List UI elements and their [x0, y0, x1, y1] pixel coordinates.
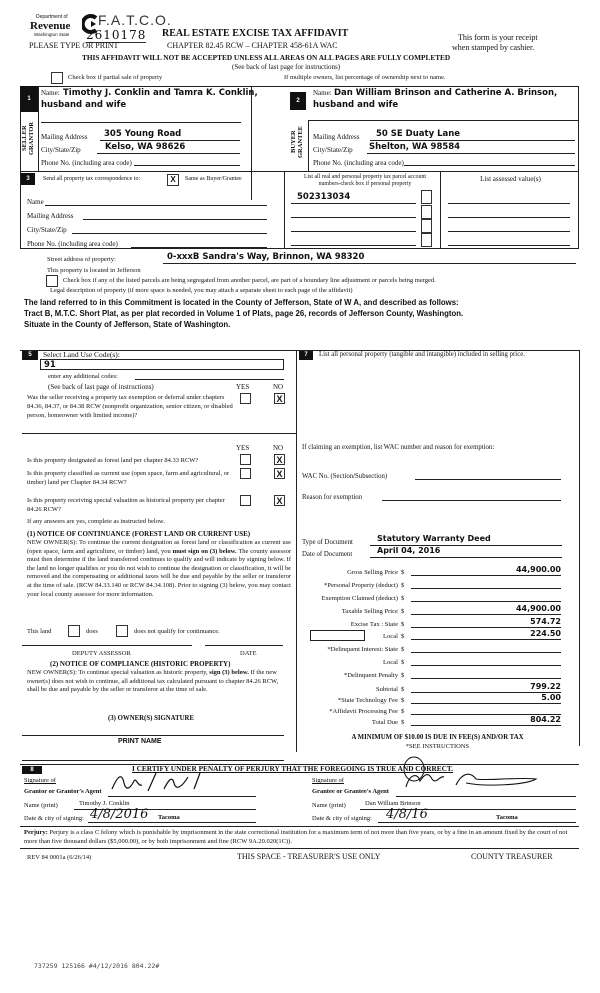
- exemption-question: Was the seller receiving a property tax exemption or deferral under chapters 84.36, 84.37, or 84.38 RCW (nonprofit organization, senior citizen, or disabled person, homeowner with limited income)?: [27, 394, 233, 419]
- corr-city-input[interactable]: [72, 224, 267, 234]
- owner-signature-line[interactable]: [22, 735, 284, 736]
- personal-property-input[interactable]: [300, 372, 576, 438]
- section-8-number: 8: [22, 766, 42, 774]
- forest-land-yes-checkbox[interactable]: [240, 454, 251, 465]
- deputy-assessor-signature-line[interactable]: [22, 645, 192, 646]
- tax-row-label-personal-property: *Personal Property (deduct): [324, 582, 398, 589]
- grantee-name-print-input[interactable]: Dan William Brinson: [360, 800, 576, 810]
- assessed-input-3[interactable]: [448, 221, 570, 232]
- document-type-label: Type of Document: [302, 539, 353, 546]
- grantee-signature-label-2: Grantee or Grantee's Agent: [312, 788, 389, 795]
- forest-land-no-checkbox[interactable]: X: [274, 454, 285, 465]
- document-date-input[interactable]: April 04, 2016: [370, 546, 562, 558]
- exemption-reason-input[interactable]: [382, 492, 561, 501]
- seller-mailing-label: Mailing Address: [41, 133, 88, 141]
- grantor-name-print-label: Name (print): [24, 802, 58, 809]
- section-2-number: 2: [290, 92, 306, 110]
- treasurer-space-label: THIS SPACE - TREASURER'S USE ONLY: [237, 852, 381, 861]
- exemption-yes-checkbox[interactable]: [240, 393, 251, 404]
- parcel-input-1[interactable]: 502313034: [291, 192, 416, 204]
- yes-header-1: YES: [236, 383, 250, 391]
- grantee-signature-image: [366, 755, 546, 789]
- corr-phone-input[interactable]: [131, 238, 267, 248]
- land-use-code-input[interactable]: 91: [40, 359, 284, 370]
- additional-codes-input[interactable]: [135, 371, 284, 380]
- current-use-question: Is this property classified as current use (open space, farm and agricultural, or timber) land per Chapter 84.34 RCW?: [27, 470, 230, 486]
- tax-value-exemption[interactable]: [411, 591, 561, 602]
- seller-side-label: SELLER GRANTOR: [21, 121, 35, 155]
- notice-compliance-text: NEW OWNER(S): To continue special valuation as historic property, sign (3) below. If the new owner(s) does not wish to continue, all additional tax calculated pursuant to chapter 84.26 RCW, shall be due and payable by the seller or transferor at the time of sale.: [27, 669, 279, 694]
- grantor-date-city-input[interactable]: [88, 807, 256, 823]
- deputy-assessor-label: DEPUTY ASSESSOR: [72, 650, 131, 657]
- tax-currency-6: $: [401, 646, 405, 653]
- section-3-number: 3: [21, 173, 35, 185]
- buyer-name-value-2[interactable]: husband and wife: [313, 100, 399, 110]
- buyer-city-input[interactable]: Shelton, WA 98584: [367, 142, 575, 154]
- land-use-select-label: Select Land Use Code(s):: [43, 350, 120, 359]
- grantee-signing-city: Tacoma: [496, 814, 518, 821]
- grantor-signature-label-1: Signature of: [24, 777, 56, 784]
- tax-currency-4: $: [401, 621, 405, 628]
- buyer-name-label: Name:: [313, 89, 332, 97]
- tax-row-label-exemption: Exemption Claimed (deduct): [321, 595, 398, 602]
- current-use-no-checkbox[interactable]: X: [274, 468, 285, 479]
- see-back-note: (See back of last page for instructions): [232, 63, 341, 71]
- seller-side-border: [38, 86, 39, 172]
- grantor-signing-city: Tacoma: [158, 814, 180, 821]
- buyer-name-value-1[interactable]: Dan William Brinson and Catherine A. Brinson,: [334, 88, 558, 98]
- form-chapter: CHAPTER 82.45 RCW – CHAPTER 458-61A WAC: [167, 41, 338, 50]
- perjury-separator: [20, 826, 579, 827]
- corr-name-input[interactable]: [45, 196, 267, 206]
- tax-value-taxable[interactable]: 44,900.00: [411, 604, 561, 615]
- parcel-personal-checkbox-4[interactable]: [421, 233, 432, 247]
- tax-value-delinquent-local[interactable]: [411, 655, 561, 666]
- tax-currency-0: $: [401, 569, 405, 576]
- no-header-1: NO: [273, 383, 284, 391]
- grantee-signature-label-1: Signature of: [312, 777, 344, 784]
- tax-value-delinquent-state[interactable]: [411, 642, 561, 653]
- multiple-owners-note: If multiple owners, list percentage of ownership next to name.: [284, 74, 446, 81]
- this-land-label: This land: [27, 628, 52, 635]
- tax-value-excise-local[interactable]: 224.50: [411, 629, 561, 640]
- parcel-personal-checkbox-2[interactable]: [421, 205, 432, 219]
- buyer-mailing-label: Mailing Address: [313, 133, 360, 141]
- stamp-company: F.A.T.C.O.: [98, 12, 172, 28]
- does-not-label: does not qualify for continuance.: [134, 628, 220, 635]
- tax-value-gross[interactable]: 44,900.00: [411, 565, 561, 576]
- assessor-date-line[interactable]: [205, 645, 283, 646]
- tax-row-label-total-due: Total Due: [371, 719, 398, 726]
- tax-value-subtotal[interactable]: 799.22: [411, 682, 561, 693]
- tax-currency-3: $: [401, 608, 405, 615]
- tax-value-technology-fee[interactable]: 5.00: [411, 693, 561, 704]
- grantee-date-city-label: Date & city of signing:: [312, 815, 372, 822]
- corr-city-label: City/State/Zip: [27, 226, 67, 234]
- seller-city-input[interactable]: Kelso, WA 98626: [97, 142, 240, 154]
- form-title: REAL ESTATE EXCISE TAX AFFIDAVIT: [162, 28, 349, 39]
- exemption-separator: [22, 433, 296, 434]
- form-number: REV 84 0001a (6/26/14): [27, 854, 92, 861]
- street-address-input[interactable]: 0-xxxB Sandra's Way, Brinnon, WA 98320: [163, 252, 576, 264]
- seller-name-value-2[interactable]: husband and wife: [41, 100, 127, 110]
- tax-currency-8: $: [401, 672, 405, 679]
- if-yes-note: If any answers are yes, complete as instructed below.: [27, 518, 165, 525]
- tax-row-label-gross: Gross Selling Price: [347, 569, 398, 576]
- no-header-2: NO: [273, 444, 284, 452]
- seller-phone-input[interactable]: [134, 156, 240, 166]
- grantee-signature-field[interactable]: [396, 777, 576, 797]
- seller-name-label: Name:: [41, 89, 60, 97]
- tax-row-label-taxable: Taxable Selling Price: [341, 608, 398, 615]
- grantee-name-print-label: Name (print): [312, 802, 346, 809]
- located-in-label: This property is located in Jefferson: [47, 267, 141, 274]
- buyer-side-label: BUYER GRANTEE: [290, 125, 304, 159]
- buyer-side-border: [308, 120, 309, 172]
- grantor-date-city-label: Date & city of signing:: [24, 815, 84, 822]
- county-treasurer-label: COUNTY TREASURER: [471, 852, 553, 861]
- tax-row-label-excise-state: Excise Tax : State: [350, 621, 398, 628]
- tax-row-label-subtotal: Subtotal: [376, 686, 398, 693]
- tax-row-label-delinquent-penalty: *Delinquent Penalty: [343, 672, 398, 679]
- parcel-input-3[interactable]: [291, 221, 416, 232]
- grantor-signature-image: [108, 771, 256, 793]
- buyer-name-underline: [308, 120, 579, 121]
- segregated-label: Check box if any of the listed parcels are being segregated from another parcel, are part of a boundary line adjustment or parcels being merged.: [63, 277, 436, 284]
- grantee-signing-date: 4/8/16: [386, 807, 428, 822]
- tax-currency-12: $: [401, 719, 405, 726]
- perjury-notice: Perjury: Perjury is a class C felony which is punishable by imprisonment in the state correctional institution for a maximum term of not more than five years, or by a fine in an amount fixed by the court of not more than five thousand dollars ($5,000.00), or by both imprisonment and fine (RCW 9A.20.020(1C)).: [24, 829, 568, 845]
- tax-value-processing-fee[interactable]: [411, 704, 561, 715]
- dor-logo-revenue: Revenue: [30, 20, 71, 32]
- current-use-yes-checkbox[interactable]: [240, 468, 251, 479]
- additional-codes-label: enter any additional codes:: [48, 373, 118, 380]
- seller-mailing-input[interactable]: 305 Young Road: [100, 129, 240, 141]
- legal-description-text[interactable]: The land referred to in this Commitment is located in the County of Jefferson, State of W A, and described as follows: Tract B, M.T.C. Short Plat, as per plat recorded in Volume 1 of Plats, page 26, records of Jefferson County, Washington. Situate in the County of Jefferson, State of Washington.: [24, 298, 464, 329]
- forest-land-question: Is this property designated as forest land per chapter 84.33 RCW?: [27, 457, 199, 464]
- grantor-signature-label-2: Grantor or Grantor's Agent: [24, 788, 102, 795]
- wac-number-input[interactable]: [415, 471, 561, 480]
- perjury-bottom-border: [20, 848, 579, 849]
- tax-currency-11: $: [401, 708, 405, 715]
- tax-row-label-processing-fee: *Affidavit Processing Fee: [329, 708, 398, 715]
- tax-currency-9: $: [401, 686, 405, 693]
- wac-number-label: WAC No. (Section/Subsection): [302, 473, 388, 480]
- tax-row-label-excise-local: Local: [382, 633, 398, 640]
- tax-row-label-delinquent-state: *Delinquent Interest: State: [327, 646, 398, 653]
- claim-exemption-label: If claiming an exemption, list WAC number and reason for exemption:: [302, 444, 495, 451]
- handwritten-file-number: 2610178: [86, 28, 147, 42]
- does-label: does: [86, 628, 98, 635]
- tax-currency-1: $: [401, 582, 405, 589]
- tax-currency-7: $: [401, 659, 405, 666]
- please-type-label: PLEASE TYPE OR PRINT: [29, 41, 119, 50]
- tax-value-total-due[interactable]: 804.22: [411, 715, 561, 726]
- tax-currency-2: $: [401, 595, 405, 602]
- segregated-checkbox[interactable]: [46, 275, 58, 287]
- tax-value-excise-state[interactable]: 574.72: [411, 617, 561, 628]
- dor-logo-dept: Department of: [36, 14, 68, 20]
- correspondence-divider-1: [284, 172, 285, 249]
- partial-sale-checkbox[interactable]: [51, 72, 63, 84]
- tax-row-label-technology-fee: *State Technology Fee: [337, 697, 398, 704]
- same-as-buyer-label: Same as Buyer/Grantee: [185, 176, 242, 182]
- tax-currency-10: $: [401, 697, 405, 704]
- correspondence-divider-2: [440, 172, 441, 249]
- corr-phone-label: Phone No. (including area code): [27, 240, 118, 248]
- street-address-label: Street address of property:: [47, 256, 116, 263]
- historic-no-checkbox[interactable]: X: [274, 495, 285, 506]
- dor-logo-state: Washington State: [34, 32, 70, 37]
- document-type-input[interactable]: Statutory Warranty Deed: [370, 534, 562, 546]
- owner-signature-label: (3) OWNER(S) SIGNATURE: [108, 715, 194, 722]
- corr-mailing-label: Mailing Address: [27, 212, 74, 220]
- corr-name-label: Name: [27, 198, 44, 206]
- receipt-note-1: This form is your receipt: [458, 33, 538, 42]
- tax-row-label-delinquent-local: Local: [382, 659, 398, 666]
- tax-value-personal-property[interactable]: [411, 578, 561, 589]
- tax-currency-5: $: [401, 633, 405, 640]
- section-5-number: 5: [22, 351, 38, 360]
- assessed-header: List assessed value(s): [480, 175, 541, 183]
- grantor-signature-field[interactable]: [108, 777, 256, 797]
- seller-name-value-1[interactable]: Timothy J. Conklin and Tamra K. Conklin,: [63, 88, 258, 98]
- grantee-date-city-input[interactable]: [378, 807, 576, 823]
- section-5-right-border: [579, 350, 580, 746]
- parcel-personal-checkbox-3[interactable]: [421, 219, 432, 233]
- exemption-reason-label: Reason for exemption: [302, 494, 363, 501]
- parcel-input-4[interactable]: [291, 235, 416, 246]
- historic-question: Is this property receiving special valuation as historical property per chapter 84.26 RCW?: [27, 497, 225, 513]
- receipt-note-2: when stamped by cashier.: [452, 43, 535, 52]
- certification-statement: I CERTIFY UNDER PENALTY OF PERJURY THAT THE FOREGOING IS TRUE AND CORRECT.: [132, 764, 454, 773]
- personal-property-label: List all personal property (tangible and intangible) included in selling price.: [319, 351, 525, 358]
- notice-continuance-text: NEW OWNER(S): To continue the current designation as forest land or classification as current use (open space, farm and agriculture, or timber) land, you must sign on (3) below. The county assessor must then determine if the land transferred continues to qualify and will indicate by signing below. If the land no longer qualifies or you do not wish to continue the designation or classification, it will be removed and the compensating or additional taxes will be due and payable by the seller or transferor at the time of sale. (RCW 84.33.140 or RCW 84.34.108). Prior to signing (3) below, you may contact your local county assessor for more information.: [27, 539, 292, 598]
- buyer-mailing-input[interactable]: 50 SE Duaty Lane: [370, 129, 575, 141]
- same-as-buyer-checkbox[interactable]: X: [167, 174, 179, 186]
- partial-sale-label: Check box if partial sale of property: [68, 74, 163, 81]
- section-1-number: 1: [20, 86, 38, 112]
- seller-name-underline: [41, 122, 241, 123]
- assessed-input-4[interactable]: [448, 235, 570, 246]
- yes-header-2: YES: [236, 444, 250, 452]
- parcel-header: List all real and personal property tax parcel account numbers-check box if personal property: [303, 174, 426, 187]
- grantor-signing-date: 4/8/2016: [90, 807, 149, 822]
- print-name-line[interactable]: [22, 760, 284, 761]
- assessed-input-1[interactable]: [448, 193, 570, 204]
- buyer-phone-input[interactable]: [404, 156, 575, 166]
- does-not-qualify-checkbox[interactable]: [116, 625, 128, 637]
- buyer-city-label: City/State/Zip: [313, 146, 353, 154]
- assessed-input-2[interactable]: [448, 207, 570, 218]
- seller-city-label: City/State/Zip: [41, 146, 81, 154]
- see-instructions-note: *SEE INSTRUCTIONS: [405, 743, 470, 750]
- tax-value-delinquent-penalty[interactable]: [411, 668, 561, 679]
- exemption-no-checkbox[interactable]: X: [274, 393, 285, 404]
- corr-mailing-input[interactable]: [83, 210, 267, 220]
- section-7-number: 7: [299, 351, 313, 360]
- print-name-label: PRINT NAME: [118, 738, 162, 745]
- seller-phone-label: Phone No. (including area code): [41, 159, 132, 167]
- treasurer-receipt-stamp: 737259 125166 #4/12/2016 804.22#: [34, 962, 160, 970]
- send-correspondence-label: Send all property tax correspondence to:: [43, 176, 141, 182]
- legal-description-label: Legal description of property (if more space is needed, you may attach a separate sheet to each page of the affidavit): [50, 287, 353, 294]
- minimum-due-note: A MINIMUM OF $10.00 IS DUE IN FEE(S) AND/OR TAX: [351, 734, 524, 741]
- notice-continuance-title: (1) NOTICE OF CONTINUANCE (FOREST LAND OR CURRENT USE): [27, 530, 251, 538]
- land-use-see-back: (See back of last page of instructions): [48, 383, 154, 391]
- assessor-date-label: DATE: [240, 650, 257, 657]
- parcel-input-2[interactable]: [291, 207, 416, 218]
- section-5-7-divider: [296, 350, 297, 752]
- parcel-personal-checkbox-1[interactable]: [421, 190, 432, 204]
- grantor-name-print-input[interactable]: Timothy J. Conklin: [74, 800, 256, 810]
- historic-yes-checkbox[interactable]: [240, 495, 251, 506]
- completion-warning: THIS AFFIDAVIT WILL NOT BE ACCEPTED UNLESS ALL AREAS ON ALL PAGES ARE FULLY COMPLETED: [82, 53, 451, 62]
- notice-compliance-title: (2) NOTICE OF COMPLIANCE (HISTORIC PROPERTY): [50, 660, 231, 668]
- buyer-phone-label: Phone No. (including area code): [313, 159, 404, 167]
- does-qualify-checkbox[interactable]: [68, 625, 80, 637]
- document-date-label: Date of Document: [302, 551, 353, 558]
